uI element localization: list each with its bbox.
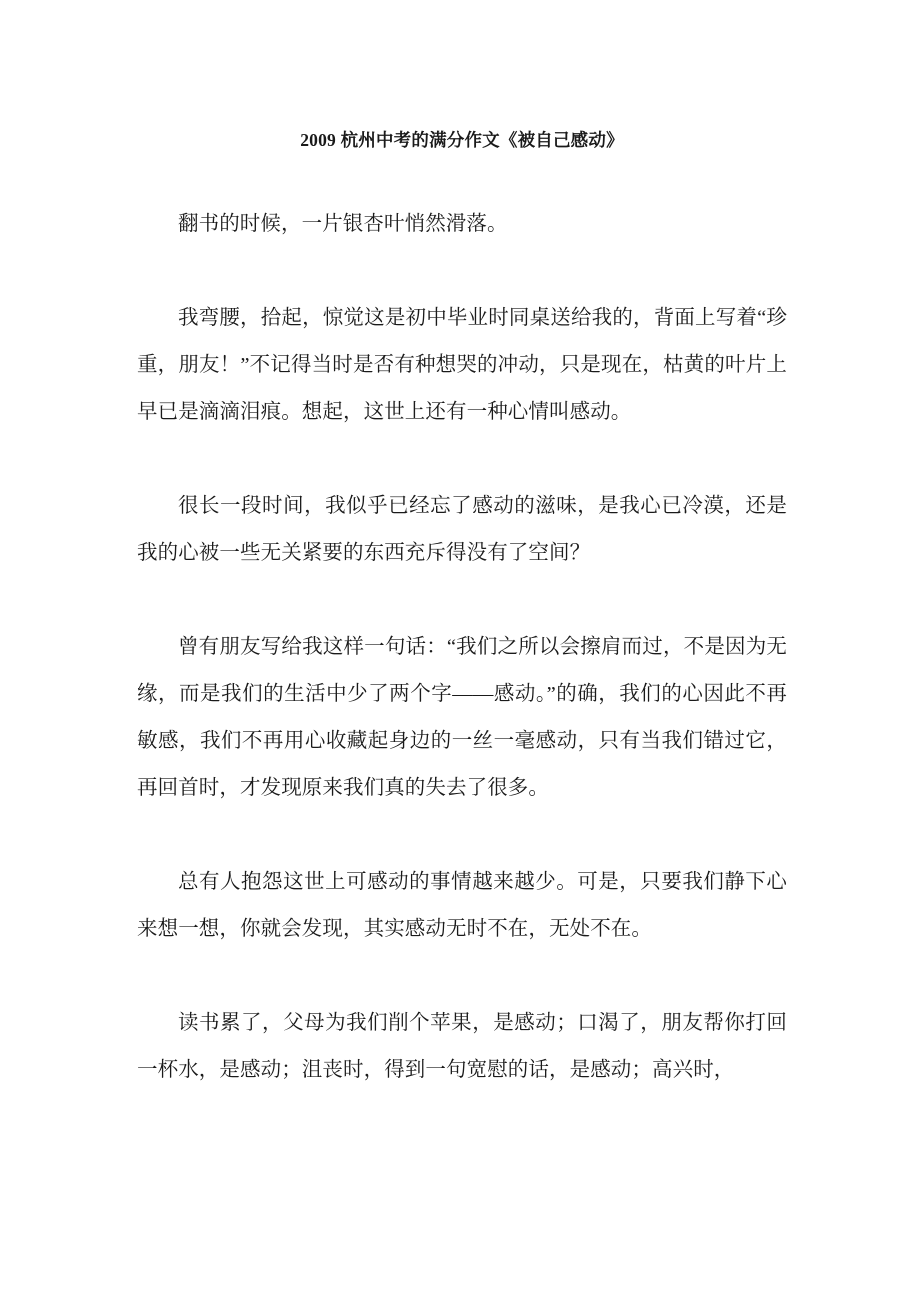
paragraph-6: 读书累了，父母为我们削个苹果，是感动；口渴了，朋友帮你打回一杯水，是感动；沮丧时，得到一句宽慰的话，是感动；高兴时，	[137, 1011, 787, 1081]
paragraph-2: 我弯腰，拾起，惊觉这是初中毕业时同桌送给我的，背面上写着“珍重，朋友！”不记得当时是否有种想哭的冲动，只是现在，枯黄的叶片上早已是滴滴泪痕。想起，这世上还有一种心情叫感动。	[137, 306, 787, 423]
paragraph-5: 总有人抱怨这世上可感动的事情越来越少。可是，只要我们静下心来想一想，你就会发现，其实感动无时不在，无处不在。	[137, 870, 787, 940]
document-content	[137, 0, 787, 1094]
paragraph-4: 曾有朋友写给我这样一句话：“我们之所以会擦肩而过，不是因为无缘，而是我们的生活中少了两个字——感动。”的确，我们的心因此不再敏感，我们不再用心收藏起身边的一丝一毫感动，只有当我们错过它，再回首时，才发现原来我们真的失去了很多。	[137, 635, 787, 799]
page-title: 2009 杭州中考的满分作文《被自己感动》	[300, 130, 624, 150]
paragraph-1: 翻书的时候，一片银杏叶悄然滑落。	[178, 212, 508, 235]
paragraph-3: 很长一段时间，我似乎已经忘了感动的滋味，是我心已冷漠，还是我的心被一些无关紧要的东西充斥得没有了空间？	[137, 494, 787, 564]
